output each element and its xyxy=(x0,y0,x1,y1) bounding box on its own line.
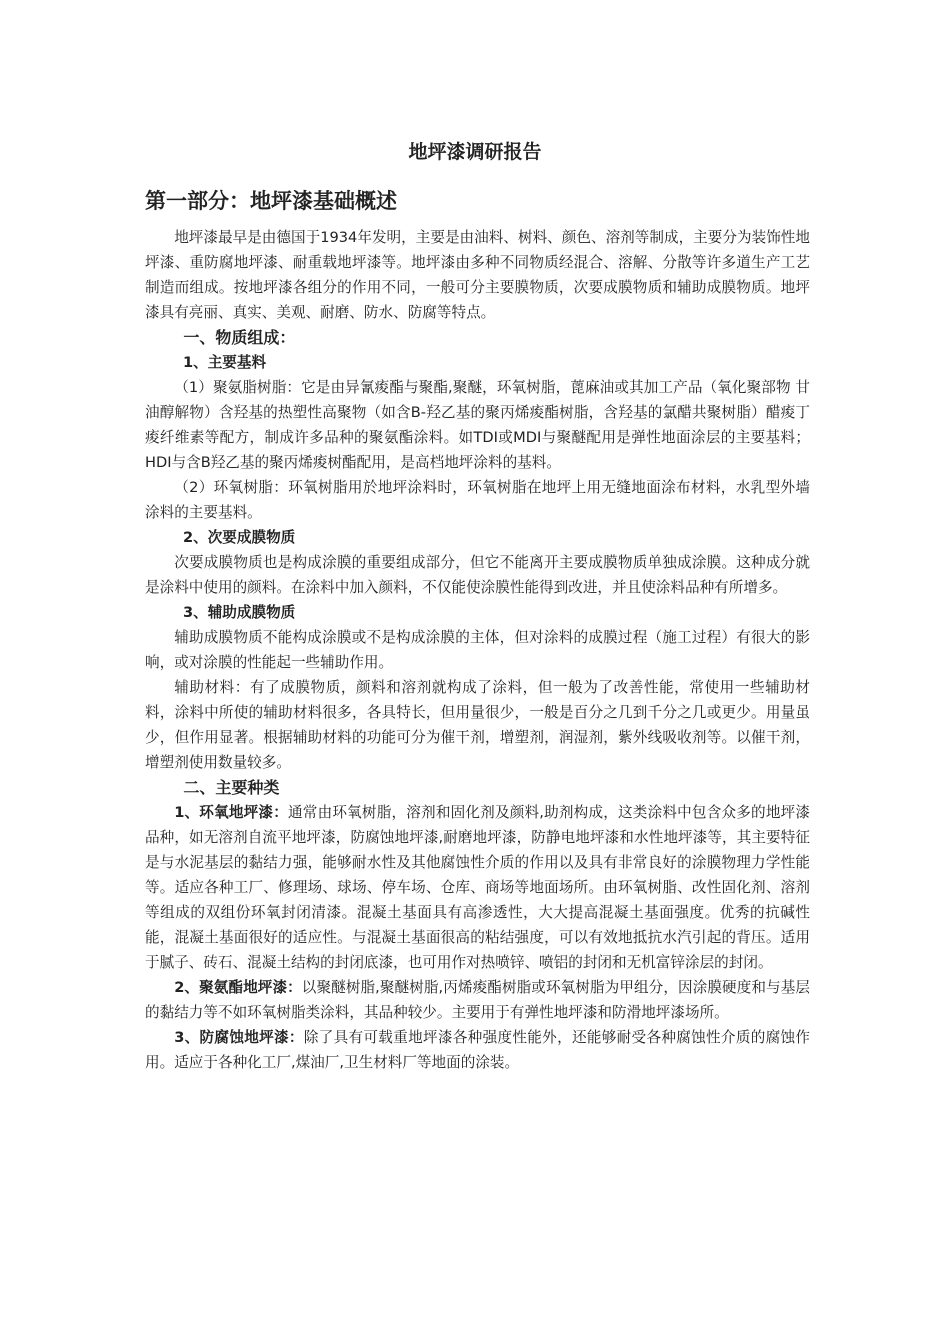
document-body xyxy=(145,225,810,1075)
text-anticorrosion-floor: 除了具有可载重地坪漆各种强度性能外，还能够耐受各种腐蚀性介质的腐蚀作用。适应于各种化工厂,煤油厂,卫生材料厂等地面的涂装。 xyxy=(145,1029,810,1071)
paragraph-pu-floor xyxy=(145,975,810,1025)
heading-auxiliary-film: 3、辅助成膜物质 xyxy=(182,604,296,621)
text-epoxy-floor: 通常由环氧树脂，溶剂和固化剂及颜料,助剂构成，这类涂料中包含众多的地坪漆品种，如无溶剂自流平地坪漆，防腐蚀地坪漆,耐磨地坪漆，防静电地坪漆和水性地坪漆等，其主要特征是与水泥基层的黏结力强，能够耐水性及其他腐蚀性介质的作用以及具有非常良好的涂膜物理力学性能等。适应各种工厂、修理场、球场、停车场、仓库、商场等地面场所。由环氧树脂、改性固化剂、溶剂等组成的双组份环氧封闭清漆。混凝土基面具有高渗透性，大大提高混凝土基面强度。优秀的抗碱性能，混凝土基面很好的适应性。与混凝土基面很高的粘结强度，可以有效地抵抗水汽引起的背压。适用于腻子、砖石、混凝土结构的封闭底漆，也可用作对热喷锌、喷铝的封闭和无机富锌涂层的封闭。 xyxy=(145,804,810,971)
heading-main-types: 二、主要种类 xyxy=(183,778,280,797)
paragraph-auxiliary-material: 辅助材料：有了成膜物质，颜料和溶剂就构成了涂料，但一般为了改善性能，常使用一些辅助材料，涂料中所使的辅助材料很多，各具特长，但用量很少，一般是百分之几到千分之几或更少。用量虽少，但作用显著。根据辅助材料的功能可分为催干剂，增塑剂，润湿剂，紫外线吸收剂等。以催干剂，增塑剂使用数量较多。 xyxy=(145,679,810,771)
paragraph-auxiliary-film: 辅助成膜物质不能构成涂膜或不是构成涂膜的主体，但对涂料的成膜过程（施工过程）有很大的影响，或对涂膜的性能起一些辅助作用。 xyxy=(145,629,810,671)
intro-paragraph: 地坪漆最早是由德国于1934年发明，主要是由油料、树料、颜色、溶剂等制成，主要分为装饰性地坪漆、重防腐地坪漆、耐重载地坪漆等。地坪漆由多种不同物质经混合、溶解、分散等许多道生产工艺制造而组成。按地坪漆各组分的作用不同，一般可分主要膜物质，次要成膜物质和辅助成膜物质。地坪漆具有亮丽、真实、美观、耐磨、防水、防腐等特点。 xyxy=(145,229,810,321)
paragraph-epoxy-floor xyxy=(145,800,810,975)
heading-main-binder: 1、主要基料 xyxy=(182,354,267,371)
text-pu-floor: 以聚醚树脂,聚醚树脂,丙烯痠酯树脂或环氧树脂为甲组分，因涂膜硬度和与基层的黏结力等不如环氧树脂类涂料，其品种较少。主要用于有弹性地坪漆和防滑地坪漆场所。 xyxy=(145,979,810,1021)
lead-anticorrosion-floor: 3、防腐蚀地坪漆： xyxy=(174,1029,304,1046)
paragraph-anticorrosion-floor xyxy=(145,1025,810,1075)
heading-secondary-film: 2、次要成膜物质 xyxy=(182,529,296,546)
lead-epoxy-floor: 1、环氧地坪漆： xyxy=(174,804,288,821)
part-one-title: 第一部分：地坪漆基础概述 xyxy=(145,189,397,213)
heading-composition: 一、物质组成： xyxy=(183,328,296,347)
paragraph-polyurethane: （1）聚氨脂树脂：它是由异氰痠酯与聚酯,聚醚，环氧树脂，蓖麻油或其加工产品（氧化聚部物 甘油醇解物）含羟基的热塑性高聚物（如含B-羟乙基的聚丙烯痠酯树脂，含羟基的氯醋共聚树脂）醋痠丁痠纤维素等配方，制成许多品种的聚氨酯涂料。如TDI或MDI与聚醚配用是弹性地面涂层的主要基料；HDI与含B羟乙基的聚丙烯痠树酯配用，是高档地坪涂料的基料。 xyxy=(145,379,810,471)
paragraph-secondary-film: 次要成膜物质也是构成涂膜的重要组成部分，但它不能离开主要成膜物质单独成涂膜。这种成分就是涂料中使用的颜料。在涂料中加入颜料，不仅能使涂膜性能得到改进，并且使涂料品种有所增多。 xyxy=(145,554,810,596)
document-title: 地坪漆调研报告 xyxy=(408,141,542,163)
paragraph-epoxy: （2）环氧树脂：环氧树脂用於地坪涂料时，环氧树脂在地坪上用无缝地面涂布材料，水乳型外墙涂料的主要基料。 xyxy=(145,479,810,521)
lead-pu-floor: 2、聚氨酯地坪漆： xyxy=(174,979,302,996)
